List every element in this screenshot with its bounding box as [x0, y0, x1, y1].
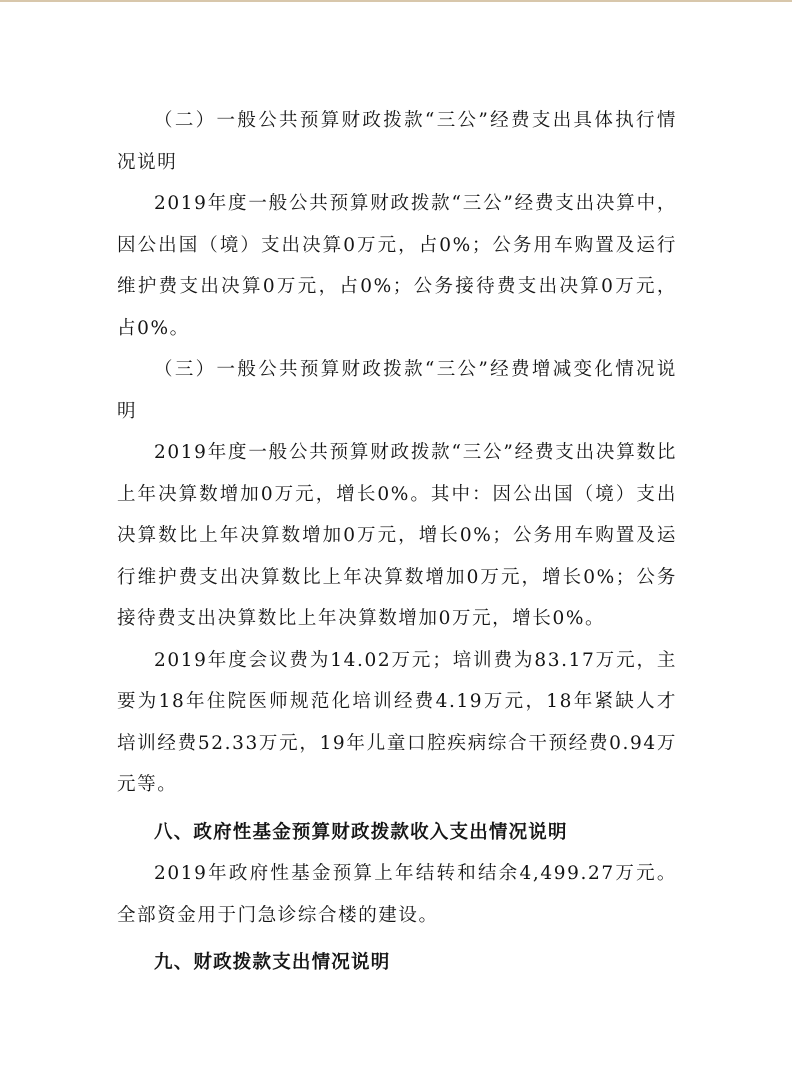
subsection-title-2: （二）一般公共预算财政拨款“三公”经费支出具体执行情况说明 [117, 110, 677, 173]
paragraph-three-public-expense-execution: 2019年度一般公共预算财政拨款“三公”经费支出决算中，因公出国（境）支出决算0万元，占0%；公务用车购置及运行维护费支出决算0万元，占0%；公务接待费支出决算0万元，占0%。 [117, 193, 677, 339]
paragraph-three-public-expense-change: 2019年度一般公共预算财政拨款“三公”经费支出决算数比上年决算数增加0万元，增长0%。其中：因公出国（境）支出决算数比上年决算数增加0万元，增长0%；公务用车购置及运行维护费支出决算数比上年决算数增加0万元，增长0%；公务接待费支出决算数比上年决算数增加0万元，增长0%。 [117, 442, 677, 629]
section-heading-9: 九、财政拨款支出情况说明 [154, 952, 391, 973]
top-border-line [0, 0, 792, 2]
section-heading-8: 八、政府性基金预算财政拨款收入支出情况说明 [154, 821, 568, 843]
paragraph-meeting-training-fees: 2019年度会议费为14.02万元；培训费为83.17万元，主要为18年住院医师规范化培训经费4.19万元，18年紧缺人才培训经费52.33万元，19年儿童口腔疾病综合干预经费0.94万元等。 [117, 649, 677, 795]
document-body [117, 100, 677, 984]
paragraph-government-fund-budget: 2019年政府性基金预算上年结转和结余4,499.27万元。全部资金用于门急诊综合楼的建设。 [117, 863, 677, 926]
subsection-title-3: （三）一般公共预算财政拨款“三公”经费增减变化情况说明 [117, 359, 677, 422]
